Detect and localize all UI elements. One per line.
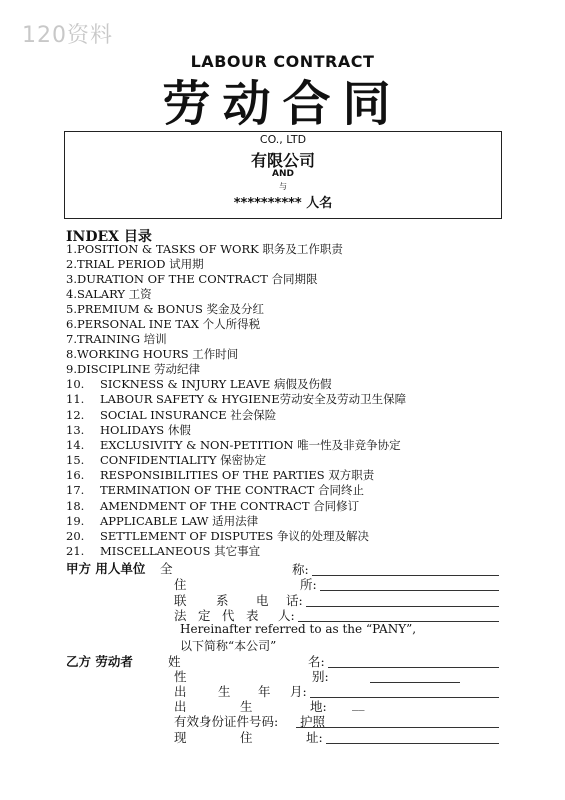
index-item: 16. RESPONSIBILITIES OF THE PARTIES 双方职责 bbox=[66, 468, 375, 482]
index-item: 2.TRIAL PERIOD 试用期 bbox=[66, 257, 204, 271]
party-b-name-field[interactable] bbox=[328, 667, 499, 668]
party-a-name-label-1: 全 bbox=[160, 561, 173, 576]
party-b-residence-field[interactable] bbox=[326, 743, 499, 744]
party-b-pob-value: __ bbox=[352, 696, 365, 711]
party-a-address-label-1: 住 bbox=[174, 577, 187, 592]
party-b-label: 乙方 劳动者 bbox=[66, 654, 133, 669]
party-b-sex-label-1: 性 bbox=[174, 669, 187, 684]
party-a-address-field[interactable] bbox=[320, 590, 499, 591]
index-item: 11. LABOUR SAFETY & HYGIENE劳动安全及劳动卫生保障 bbox=[66, 392, 407, 406]
and-en: AND bbox=[272, 169, 294, 179]
party-a-note-cn: 以下简称“本公司” bbox=[180, 639, 277, 653]
party-a-rep-label-2: 定 bbox=[198, 608, 211, 623]
party-a-tel-label-4: 话: bbox=[286, 593, 303, 608]
index-item: 6.PERSONAL INE TAX 个人所得税 bbox=[66, 317, 261, 331]
index-heading: INDEX 目录 bbox=[66, 229, 152, 245]
party-a-tel-label-3: 电 bbox=[256, 593, 269, 608]
party-b-residence-label-3: 址: bbox=[306, 730, 323, 745]
index-item: 19. APPLICABLE LAW 适用法律 bbox=[66, 514, 259, 528]
party-b-residence-label-2: 住 bbox=[240, 730, 253, 745]
index-item: 9.DISCIPLINE 劳动纪律 bbox=[66, 362, 200, 376]
index-item: 17. TERMINATION OF THE CONTRACT 合同终止 bbox=[66, 483, 364, 497]
party-a-rep-label-3: 代 bbox=[222, 608, 235, 623]
index-item: 20. SETTLEMENT OF DISPUTES 争议的处理及解决 bbox=[66, 529, 369, 543]
party-a-name-label-2: 称: bbox=[292, 562, 309, 577]
party-b-dob-label-1: 出 bbox=[174, 684, 187, 699]
party-a-tel-label-1: 联 bbox=[174, 593, 187, 608]
watermark: 120资料 bbox=[22, 23, 113, 48]
party-a-tel-label-2: 系 bbox=[216, 593, 229, 608]
index-item: 8.WORKING HOURS 工作时间 bbox=[66, 347, 239, 361]
party-b-residence-label-1: 现 bbox=[174, 730, 187, 745]
party-b-name-label-1: 姓 bbox=[168, 654, 181, 669]
party-a-tel-field[interactable] bbox=[306, 606, 499, 607]
party-a-rep-label-5: 人: bbox=[278, 608, 295, 623]
index-item: 13. HOLIDAYS 休假 bbox=[66, 423, 191, 437]
party-a-name-field[interactable] bbox=[312, 575, 499, 576]
index-item: 21. MISCELLANEOUS 其它事宜 bbox=[66, 544, 261, 558]
title-chinese: 劳动合同 bbox=[162, 76, 403, 132]
index-item: 4.SALARY 工资 bbox=[66, 287, 152, 301]
and-cn: 与 bbox=[279, 182, 287, 191]
party-b-sex-label-2: 别: bbox=[312, 669, 329, 684]
index-item: 7.TRAINING 培训 bbox=[66, 332, 167, 346]
party-b-dob-label-2: 生 bbox=[218, 684, 231, 699]
party-b-sex-field[interactable] bbox=[370, 682, 460, 683]
company-en: CO., LTD bbox=[259, 133, 307, 146]
party-b-dob-label-4: 月: bbox=[290, 684, 307, 699]
party-a-rep-label-4: 表 bbox=[246, 608, 259, 623]
party-b-name-label-2: 名: bbox=[308, 654, 325, 669]
index-item: 14. EXCLUSIVITY & NON-PETITION 唯一性及非竞争协定 bbox=[66, 438, 401, 452]
company-cn: 有限公司 bbox=[250, 151, 315, 170]
party-b-dob-label-3: 年 bbox=[258, 684, 271, 699]
index-item: 15. CONFIDENTIALITY 保密协定 bbox=[66, 453, 267, 467]
party-a-note-en: Hereinafter referred to as the “PANY”, bbox=[180, 622, 417, 636]
index-item: 3.DURATION OF THE CONTRACT 合同期限 bbox=[66, 272, 318, 286]
index-item: 12. SOCIAL INSURANCE 社会保险 bbox=[66, 408, 277, 422]
party-b-dob-field[interactable] bbox=[310, 697, 499, 698]
party-b-id-value: 护照 bbox=[300, 714, 326, 729]
party-a-label: 甲方 用人单位 bbox=[66, 561, 146, 576]
index-item: 5.PREMIUM & BONUS 奖金及分红 bbox=[66, 302, 264, 316]
party-b-id-field[interactable] bbox=[296, 727, 499, 728]
title-english: LABOUR CONTRACT bbox=[190, 52, 375, 71]
party-b-pob-label-1: 出 bbox=[174, 699, 187, 714]
index-item: 1.POSITION & TASKS OF WORK 职务及工作职责 bbox=[66, 242, 343, 256]
party-b-pob-label-3: 地: bbox=[310, 699, 327, 714]
party-box bbox=[64, 131, 502, 219]
person-name: ********** 人名 bbox=[233, 196, 333, 211]
index-item: 10. SICKNESS & INJURY LEAVE 病假及伤假 bbox=[66, 377, 332, 391]
party-b-pob-label-2: 生 bbox=[240, 699, 253, 714]
party-a-address-label-2: 所: bbox=[300, 577, 317, 592]
party-a-rep-label-1: 法 bbox=[174, 608, 187, 623]
index-item: 18. AMENDMENT OF THE CONTRACT 合同修订 bbox=[66, 499, 360, 513]
party-b-id-label: 有效身份证件号码: bbox=[174, 714, 279, 729]
